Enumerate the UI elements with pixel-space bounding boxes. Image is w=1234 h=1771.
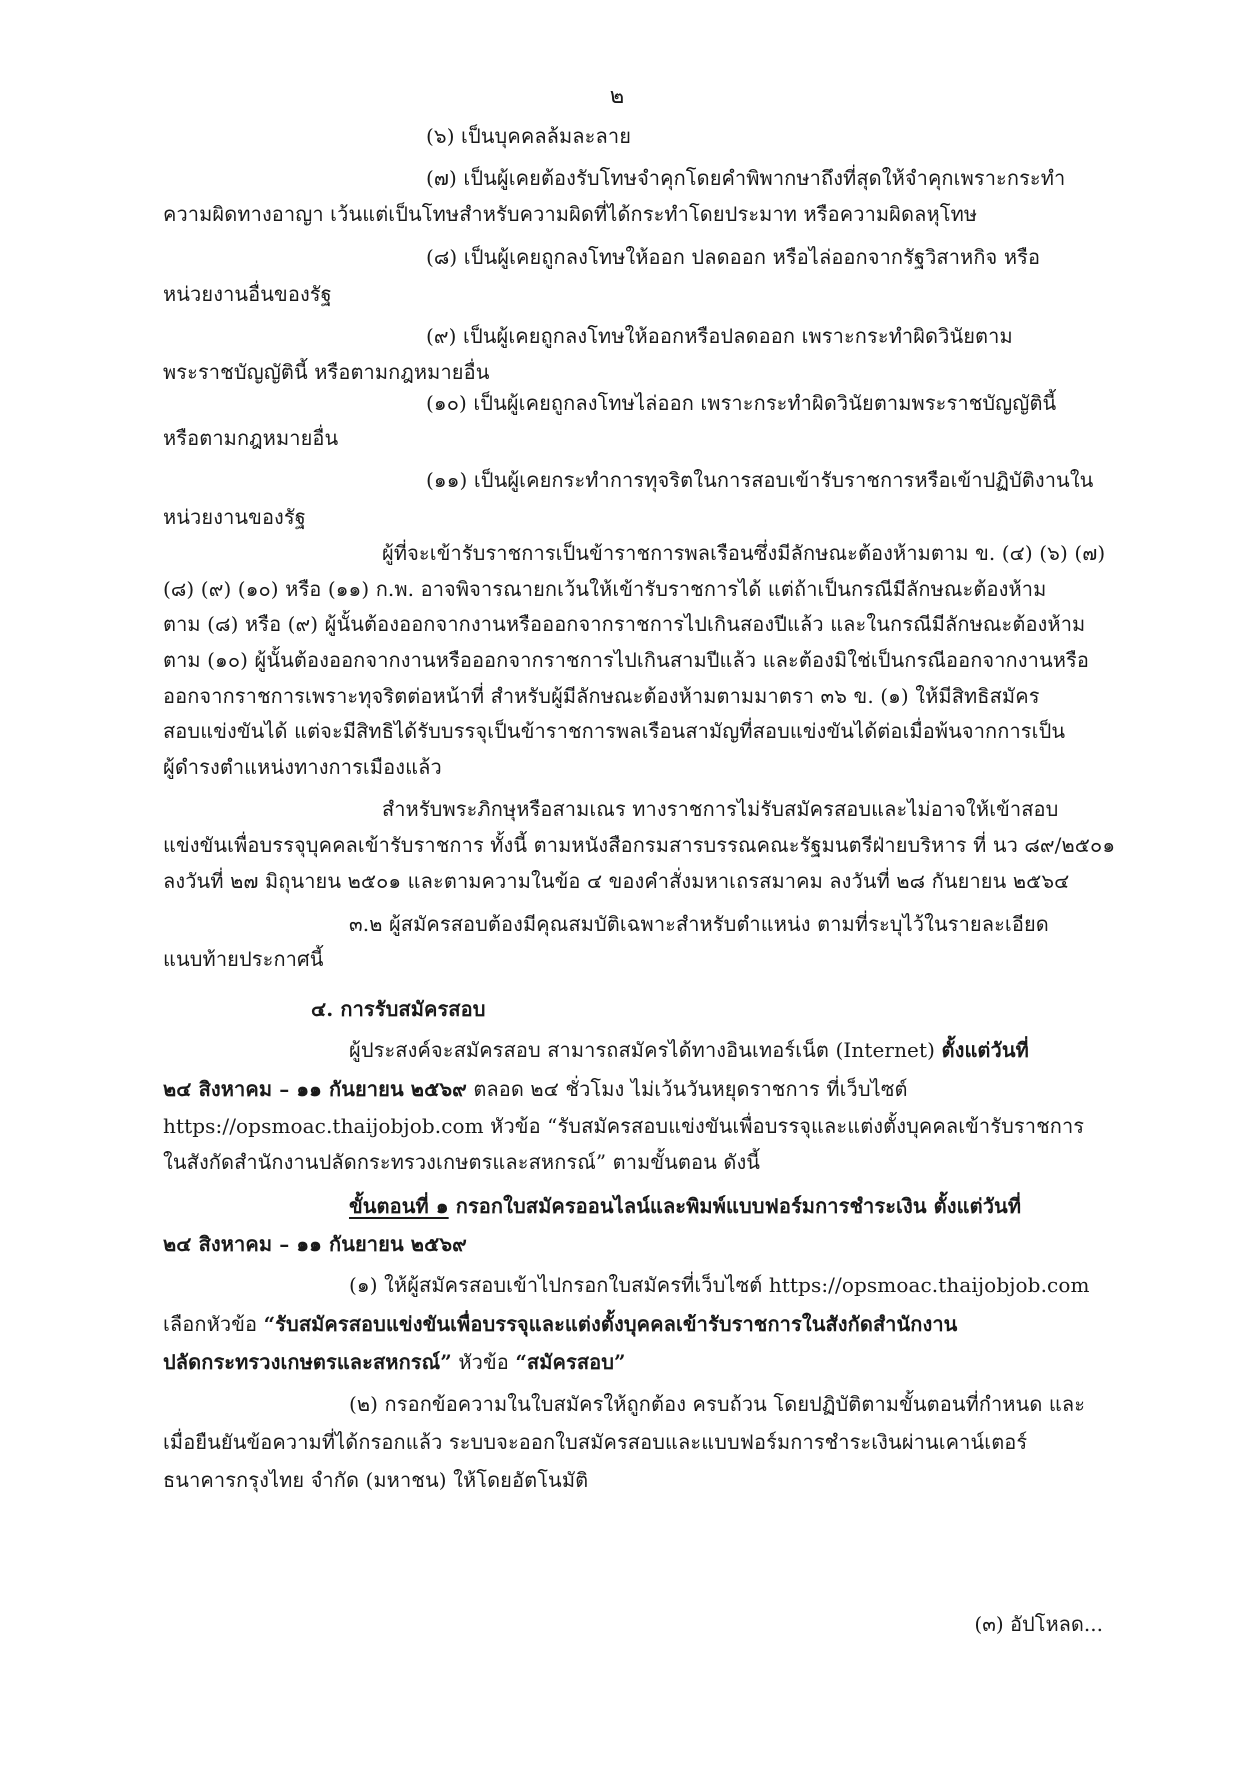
item-6: (๖) เป็นบุคคลล้มละลาย (426, 124, 632, 148)
item-11-line1: (๑๑) เป็นผู้เคยกระทำการทุจริตในการสอบเข้ารับราชการหรือเข้าปฏิบัติงานใน (426, 468, 1094, 492)
monk-line1: สำหรับพระภิกษุหรือสามเณร ทางราชการไม่รับสมัครสอบและไม่อาจให้เข้าสอบ (382, 797, 1059, 821)
continuation-marker: (๓) อัปโหลด... (974, 1612, 1103, 1636)
section-4-para1-line4: ในสังกัดสำนักงานปลัดกระทรวงเกษตรและสหกรณ์” ตามขั้นตอน ดังนี้ (163, 1150, 761, 1174)
application-period: ๒๔ สิงหาคม – ๑๑ กันยายน ๒๕๖๙ (163, 1077, 467, 1101)
exception-line2: (๘) (๙) (๑๐) หรือ (๑๑) ก.พ. อาจพิจารณายกเว้นให้เข้ารับราชการได้ แต่ถ้าเป็นกรณีมีลักษณะต้องห้าม (163, 577, 1047, 601)
step-1-line1 (349, 1192, 1021, 1220)
section-4-para1-line2 (163, 1075, 908, 1103)
step-1-item2-line2: เมื่อยืนยันข้อความที่ได้กรอกแล้ว ระบบจะออกใบสมัครสอบและแบบฟอร์มการชำระเงินผ่านเคาน์เตอร์ (163, 1430, 1028, 1454)
exception-line1: ผู้ที่จะเข้ารับราชการเป็นข้าราชการพลเรือนซึ่งมีลักษณะต้องห้ามตาม ข. (๔) (๖) (๗) (382, 541, 1106, 565)
item-7-line1: (๗) เป็นผู้เคยต้องรับโทษจำคุกโดยคำพิพากษาถึงที่สุดให้จำคุกเพราะกระทำ (426, 166, 1066, 190)
item1-line3-text: หัวข้อ (451, 1350, 516, 1374)
step-1-item1-line1: (๑) ให้ผู้สมัครสอบเข้าไปกรอกใบสมัครที่เว็บไซต์ https://opsmoac.thaijobjob.com (349, 1273, 1090, 1297)
item-8-line2: หน่วยงานอื่นของรัฐ (163, 282, 332, 306)
item1-line2-bold: “รับสมัครสอบแข่งขันเพื่อบรรจุและแต่งตั้งบุคคลเข้ารับราชการในสังกัดสำนักงาน (263, 1312, 958, 1336)
page-number: ๒ (609, 84, 625, 109)
item-9-line1: (๙) เป็นผู้เคยถูกลงโทษให้ออกหรือปลดออก เพราะกระทำผิดวินัยตาม (426, 324, 1013, 348)
exception-line3: ตาม (๘) หรือ (๙) ผู้นั้นต้องออกจากงานหรือออกจากราชการไปเกินสองปีแล้ว และในกรณีมีลักษณะต้องห้าม (163, 612, 1086, 636)
step-1-line2: ๒๔ สิงหาคม – ๑๑ กันยายน ๒๕๖๙ (163, 1232, 467, 1256)
item1-line3-topic: “สมัครสอบ” (515, 1350, 626, 1374)
step-1-item1-line3 (163, 1348, 626, 1376)
item-8-line1: (๘) เป็นผู้เคยถูกลงโทษให้ออก ปลดออก หรือไล่ออกจากรัฐวิสาหกิจ หรือ (426, 245, 1041, 269)
item-10-line2: หรือตามกฎหมายอื่น (163, 426, 339, 450)
item-7-line2: ความผิดทางอาญา เว้นแต่เป็นโทษสำหรับความผิดที่ได้กระทำโดยประมาท หรือความผิดลหุโทษ (163, 202, 978, 226)
para1-line2-text: ตลอด ๒๔ ชั่วโมง ไม่เว้นวันหยุดราชการ ที่เว็บไซต์ (466, 1077, 908, 1101)
clause-3-2-line1: ๓.๒ ผู้สมัครสอบต้องมีคุณสมบัติเฉพาะสำหรับตำแหน่ง ตามที่ระบุไว้ในรายละเอียด (349, 912, 1049, 936)
para1-line1-bold: ตั้งแต่วันที่ (941, 1038, 1029, 1062)
section-4-para1-line3: https://opsmoac.thaijobjob.com หัวข้อ “รับสมัครสอบแข่งขันเพื่อบรรจุและแต่งตั้งบุคคลเข้ารับราชการ (163, 1114, 1085, 1138)
item1-line3-bold: ปลัดกระทรวงเกษตรและสหกรณ์” (163, 1350, 452, 1374)
para1-line1-text: ผู้ประสงค์จะสมัครสอบ สามารถสมัครได้ทางอินเทอร์เน็ต (Internet) (349, 1038, 942, 1062)
item-11-line2: หน่วยงานของรัฐ (163, 505, 306, 529)
step-1-title: กรอกใบสมัครออนไลน์และพิมพ์แบบฟอร์มการชำระเงิน ตั้งแต่วันที่ (448, 1194, 1022, 1218)
step-1-item2-line3: ธนาคารกรุงไทย จำกัด (มหาชน) ให้โดยอัตโนมัติ (163, 1468, 589, 1492)
monk-line3: ลงวันที่ ๒๗ มิถุนายน ๒๕๐๑ และตามความในข้อ ๔ ของคำสั่งมหาเถรสมาคม ลงวันที่ ๒๘ กันยายน ๒๕๖๔ (163, 869, 1070, 893)
item-10-line1: (๑๐) เป็นผู้เคยถูกลงโทษไล่ออก เพราะกระทำผิดวินัยตามพระราชบัญญัตินี้ (426, 391, 1057, 415)
section-4-heading: ๔. การรับสมัครสอบ (311, 997, 486, 1021)
section-4-para1-line1 (349, 1036, 1029, 1064)
exception-line5: ออกจากราชการเพราะทุจริตต่อหน้าที่ สำหรับผู้มีลักษณะต้องห้ามตามมาตรา ๓๖ ข. (๑) ให้มีสิทธิสมัคร (163, 684, 1040, 708)
exception-line6: สอบแข่งขันได้ แต่จะมีสิทธิได้รับบรรจุเป็นข้าราชการพลเรือนสามัญที่สอบแข่งขันได้ต่อเมื่อพ้นจากการเป็น (163, 719, 1066, 743)
exception-line4: ตาม (๑๐) ผู้นั้นต้องออกจากงานหรือออกจากราชการไปเกินสามปีแล้ว และต้องมิใช่เป็นกรณีออกจากงานหรือ (163, 648, 1089, 672)
clause-3-2-line2: แนบท้ายประกาศนี้ (163, 947, 324, 971)
step-1-label: ขั้นตอนที่ ๑ (349, 1194, 449, 1218)
exception-line7: ผู้ดำรงตำแหน่งทางการเมืองแล้ว (163, 755, 442, 779)
item-9-line2: พระราชบัญญัตินี้ หรือตามกฎหมายอื่น (163, 360, 490, 384)
step-1-item2-line1: (๒) กรอกข้อความในใบสมัครให้ถูกต้อง ครบถ้วน โดยปฏิบัติตามขั้นตอนที่กำหนด และ (349, 1392, 1086, 1416)
step-1-item1-line2 (163, 1310, 957, 1338)
monk-line2: แข่งขันเพื่อบรรจุบุคคลเข้ารับราชการ ทั้งนี้ ตามหนังสือกรมสารบรรณคณะรัฐมนตรีฝ่ายบริหาร ที่ นว ๘๙/๒๕๐๑ (163, 833, 1116, 857)
item1-line2-text: เลือกหัวข้อ (163, 1312, 264, 1336)
